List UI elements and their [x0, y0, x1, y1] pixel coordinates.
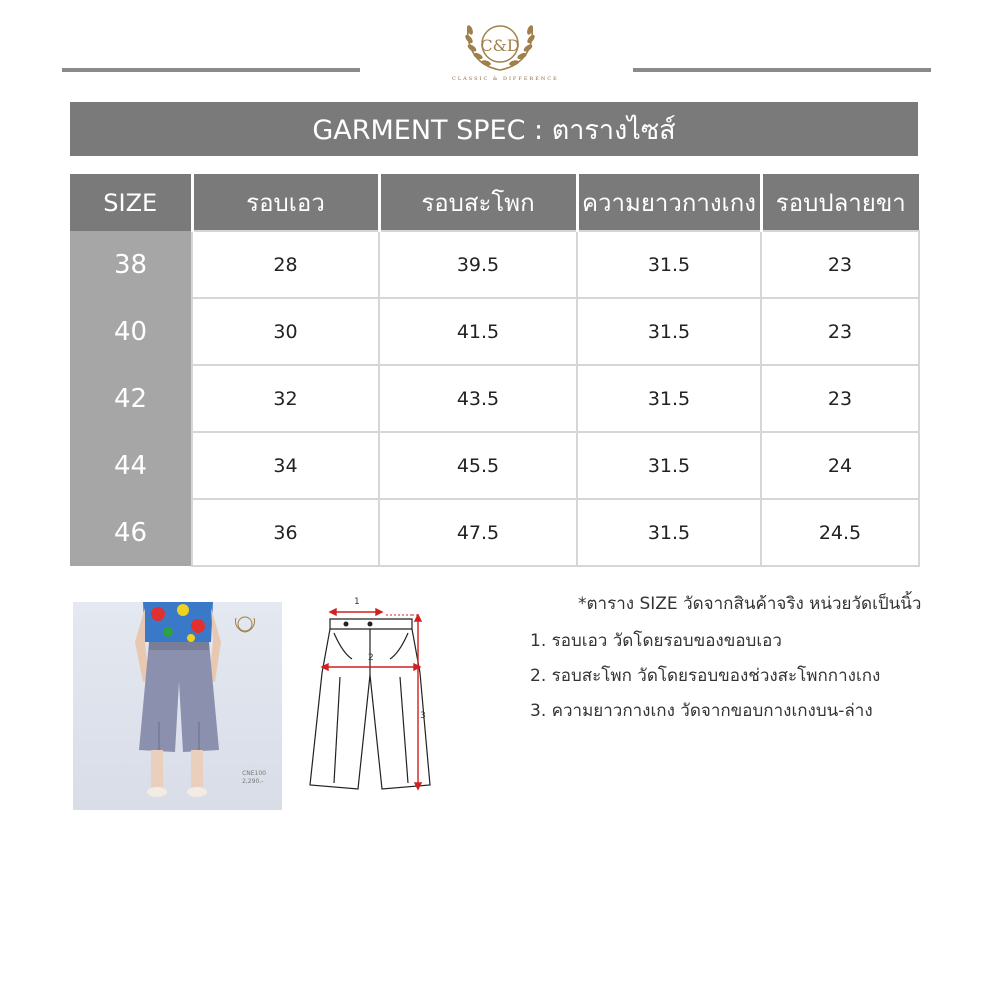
hem-cell: 23	[761, 365, 919, 432]
photo-logo-icon	[234, 614, 256, 638]
table-row	[70, 231, 919, 298]
header-rule-right	[633, 68, 931, 72]
table-row	[70, 432, 919, 499]
page-title-banner	[70, 102, 918, 156]
note-item: 2. รอบสะโพก วัดโดยรอบของช่วงสะโพกกางเกง	[530, 666, 881, 686]
length-cell: 31.5	[577, 432, 761, 499]
waist-cell: 30	[192, 298, 379, 365]
length-cell: 31.5	[577, 499, 761, 566]
hem-cell: 24.5	[761, 499, 919, 566]
product-code	[242, 770, 266, 786]
length-cell: 31.5	[577, 231, 761, 298]
hip-cell: 39.5	[379, 231, 577, 298]
header-waist: รอบเอว	[192, 174, 379, 231]
notes-title: *ตาราง SIZE วัดจากสินค้าจริง หน่วยวัดเป็นนิ้ว	[578, 594, 922, 614]
header-length: ความยาวกางเกง	[577, 174, 761, 231]
waist-cell: 28	[192, 231, 379, 298]
header-hem: รอบปลายขา	[761, 174, 919, 231]
size-cell: 46	[70, 499, 192, 566]
length-cell: 31.5	[577, 298, 761, 365]
hem-cell: 23	[761, 231, 919, 298]
header-rule-left	[62, 68, 360, 72]
measurement-notes	[530, 590, 970, 732]
measure-label-2: 2	[368, 653, 374, 663]
hip-cell: 47.5	[379, 499, 577, 566]
hem-cell: 24	[761, 432, 919, 499]
note-item: 1. รอบเอว วัดโดยรอบของขอบเอว	[530, 631, 782, 651]
header-hip: รอบสะโพก	[379, 174, 577, 231]
size-cell: 40	[70, 298, 192, 365]
logo-monogram: C&D	[480, 36, 520, 55]
size-table	[70, 174, 920, 567]
hip-cell: 43.5	[379, 365, 577, 432]
brand-logo	[452, 6, 559, 86]
measurement-diagram	[300, 597, 440, 803]
length-cell: 31.5	[577, 365, 761, 432]
product-price-text: 2,290.-	[242, 778, 264, 785]
table-row	[70, 499, 919, 566]
page-title: GARMENT SPEC : ตารางไซส์	[312, 114, 676, 146]
waist-cell: 36	[192, 499, 379, 566]
measure-label-1: 1	[354, 597, 360, 607]
hip-cell: 41.5	[379, 298, 577, 365]
pants-diagram-icon	[300, 603, 440, 803]
waist-cell: 32	[192, 365, 379, 432]
hip-cell: 45.5	[379, 432, 577, 499]
table-row	[70, 298, 919, 365]
size-cell: 38	[70, 231, 192, 298]
hem-cell: 23	[761, 298, 919, 365]
logo-tagline: CLASSIC & DIFFERENCE	[452, 76, 559, 82]
product-photo	[73, 602, 282, 810]
header-size: SIZE	[70, 174, 192, 231]
measure-label-3: 3	[420, 711, 426, 721]
note-item: 3. ความยาวกางเกง วัดจากขอบกางเกงบน-ล่าง	[530, 701, 873, 721]
table-row	[70, 365, 919, 432]
size-cell: 44	[70, 432, 192, 499]
table-header-row	[70, 174, 919, 231]
waist-cell: 34	[192, 432, 379, 499]
product-code-text: CNE100	[242, 770, 266, 777]
size-cell: 42	[70, 365, 192, 432]
